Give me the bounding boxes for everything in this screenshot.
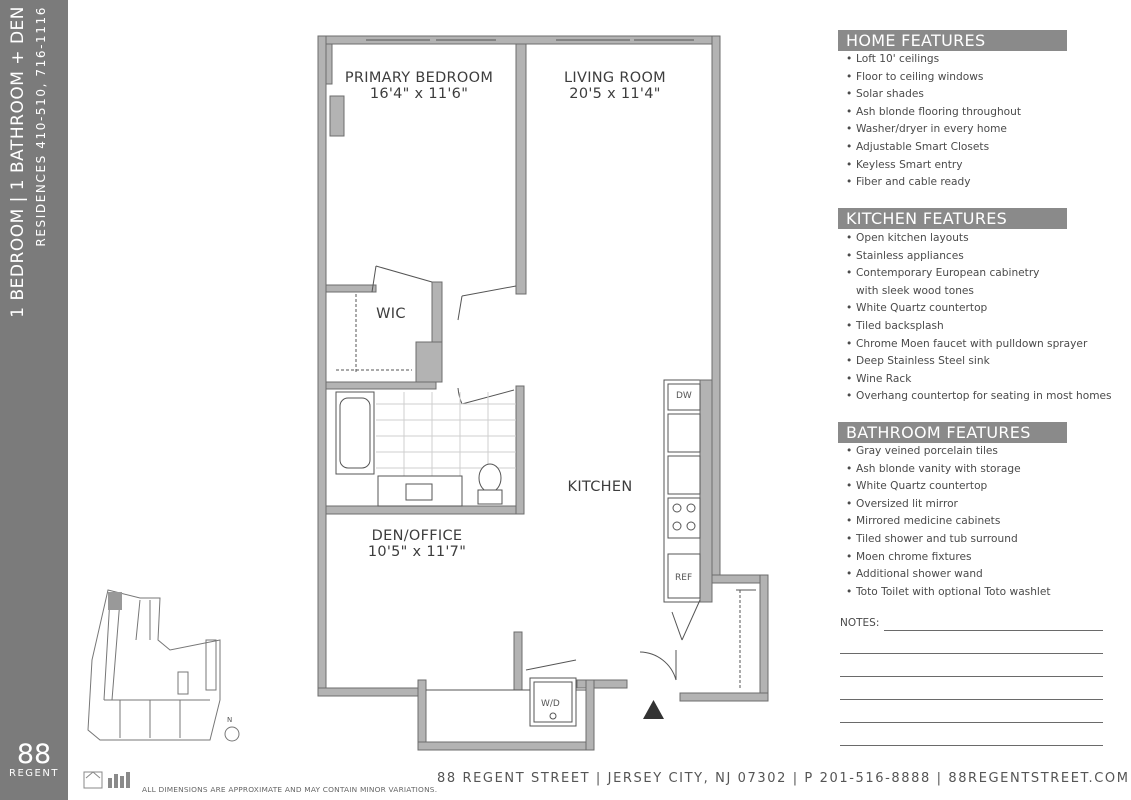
bedroom-column	[330, 96, 344, 136]
list-item: • White Quartz countertop	[846, 302, 988, 315]
building-logo-icon	[108, 772, 130, 788]
list-item: • Oversized lit mirror	[846, 497, 958, 510]
note-line	[884, 630, 1103, 631]
den-right-wall	[514, 632, 522, 690]
list-item: • Chrome Moen faucet with pulldown sprayer	[846, 337, 1088, 350]
list-item: • Adjustable Smart Closets	[846, 140, 990, 153]
kitchen-label: KITCHEN	[567, 479, 633, 495]
list-item: • Ash blonde vanity with storage	[846, 462, 1021, 475]
living-room-label	[545, 70, 685, 102]
kitchen-counter	[664, 380, 704, 602]
den-size: 10'5" x 11'7"	[367, 544, 467, 560]
right-wall	[712, 36, 720, 581]
washer-dryer-label: W/D	[541, 699, 560, 709]
list-item: • Toto Toilet with optional Toto washlet	[846, 585, 1051, 598]
wic-label: WIC	[376, 306, 406, 322]
list-item: • Tiled shower and tub surround	[846, 532, 1018, 545]
list-item: • Contemporary European cabinetry	[846, 267, 1040, 280]
bottom-mid-wall	[577, 680, 627, 688]
bathroom-features-heading: BATHROOM FEATURES	[838, 422, 1067, 443]
bedroom-right-wall	[516, 44, 526, 294]
den-name: DEN/OFFICE	[371, 528, 463, 544]
note-line	[840, 676, 1103, 677]
living-room-name: LIVING ROOM	[564, 70, 666, 86]
primary-bedroom-size: 16'4" x 11'6"	[369, 86, 469, 102]
home-features-list	[846, 51, 1021, 192]
bay-right-wall	[586, 680, 594, 750]
bay-bottom-wall	[418, 742, 594, 750]
dishwasher-label: DW	[676, 391, 692, 401]
bottom-left-wall	[318, 688, 418, 696]
residences-line: RESIDENCES 410-510, 716-1116	[34, 6, 48, 247]
list-item: • Fiber and cable ready	[846, 176, 971, 189]
key-plan-icon	[88, 590, 239, 741]
closet-right-wall	[760, 575, 768, 701]
unit-type-line: 1 BEDROOM | 1 BATHROOM + DEN	[8, 6, 28, 318]
north-label: N	[227, 716, 233, 724]
entry-arrow-icon	[643, 700, 664, 719]
list-item: with sleek wood tones	[856, 284, 974, 297]
key-plan-highlight	[108, 592, 122, 610]
bath-top-wall	[326, 382, 436, 389]
note-line	[840, 699, 1103, 700]
list-item: • White Quartz countertop	[846, 480, 988, 493]
note-line	[840, 722, 1103, 723]
list-item: • Solar shades	[846, 88, 924, 101]
note-line	[840, 653, 1103, 654]
left-wall	[318, 36, 326, 696]
note-line	[840, 745, 1103, 746]
bedroom-pier	[326, 44, 332, 84]
bottom-right-wall	[680, 693, 768, 701]
list-item: • Loft 10' ceilings	[846, 53, 940, 65]
refrigerator-label: REF	[675, 573, 693, 583]
disclaimer: ALL DIMENSIONS ARE APPROXIMATE AND MAY CONTAIN MINOR VARIATIONS.	[142, 785, 438, 794]
wic-corner	[416, 342, 442, 382]
counter-backwall	[700, 380, 712, 602]
kitchen-features-heading: KITCHEN FEATURES	[838, 208, 1067, 229]
footer-contact: 88 REGENT STREET | JERSEY CITY, NJ 07302 | P 201-516-8888 | 88REGENTSTREET.COM	[437, 771, 1130, 786]
bath-right-wall	[516, 386, 524, 514]
bay-left-wall	[418, 680, 426, 750]
list-item: • Open kitchen layouts	[846, 232, 969, 244]
bathroom-features-list	[846, 443, 1051, 601]
list-item: • Gray veined porcelain tiles	[846, 445, 998, 457]
brand-word: REGENT	[9, 768, 59, 779]
notes-label: NOTES:	[840, 617, 880, 629]
list-item: • Deep Stainless Steel sink	[846, 355, 990, 368]
list-item: • Stainless appliances	[846, 249, 964, 262]
primary-bedroom-name: PRIMARY BEDROOM	[344, 70, 494, 86]
list-item: • Ash blonde flooring throughout	[846, 105, 1022, 118]
brand-number: 88	[16, 739, 52, 770]
den-label	[352, 528, 482, 560]
list-item: • Additional shower wand	[846, 568, 983, 581]
equal-housing-logo-icon	[84, 772, 102, 788]
list-item: • Floor to ceiling windows	[846, 70, 984, 83]
bath-bottom-wall	[326, 506, 524, 514]
list-item: • Wine Rack	[846, 372, 912, 385]
list-item: • Mirrored medicine cabinets	[846, 515, 1001, 528]
home-features-heading: HOME FEATURES	[838, 30, 1067, 51]
bedroom-bottom-wall	[326, 285, 376, 292]
list-item: • Overhang countertop for seating in most homes	[846, 390, 1112, 403]
list-item: • Keyless Smart entry	[846, 158, 963, 171]
list-item: • Moen chrome fixtures	[846, 550, 972, 563]
list-item: • Tiled backsplash	[846, 319, 944, 332]
living-room-size: 20'5 x 11'4"	[569, 86, 661, 102]
kitchen-features-list	[846, 230, 1112, 406]
primary-bedroom-label	[342, 70, 496, 102]
list-item: • Washer/dryer in every home	[846, 123, 1007, 136]
